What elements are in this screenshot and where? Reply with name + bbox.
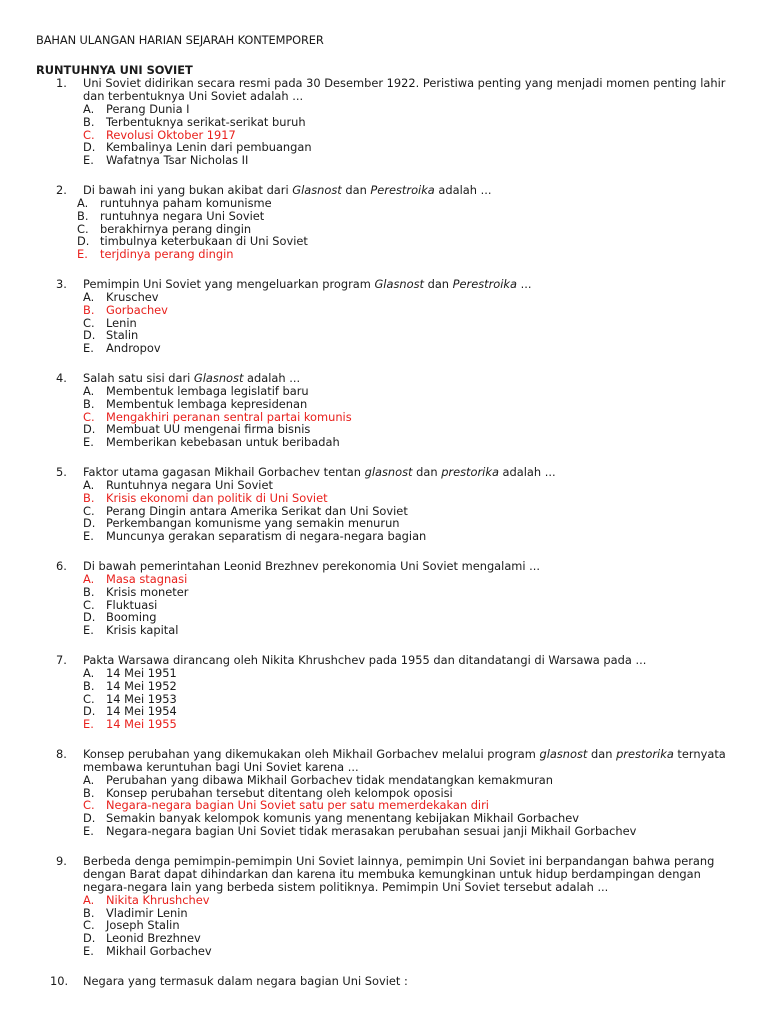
question-number: 2. [56,182,67,197]
question-number: 1. [56,76,67,90]
italic-term: Perestroika [452,276,518,291]
italic-term: Glasnost [374,276,424,291]
option-item [83,680,732,693]
option-letter: C. [83,315,95,330]
option-text: Andropov [106,341,161,356]
option-letter: B. [83,302,95,317]
option-letter: B. [83,114,95,129]
option-text: Memberikan kebebasan untuk beribadah [106,435,340,450]
option-item [83,611,732,624]
option-text: Semakin banyak kelompok komunis yang menentang kebijakan Mikhail Gorbachev [106,811,580,826]
option-text: Membuat UU mengenai firma bisnis [106,422,311,437]
option-text: Runtuhnya negara Uni Soviet [106,477,273,492]
option-text: Wafatnya Tsar Nicholas II [106,153,249,168]
option-letter: E. [83,341,94,356]
italic-term: Perestroika [370,182,435,197]
option-text: Mengakhiri peranan sentral partai komunis [106,409,352,424]
option-list [83,894,732,958]
question-item [36,975,732,988]
option-item [83,825,732,838]
option-text: Krisis moneter [106,584,189,599]
option-text: Konsep perubahan tersebut ditentang oleh kelompok oposisi [106,785,453,800]
option-text: Booming [106,610,157,625]
option-letter: C. [83,597,95,612]
italic-term: glasnost [539,746,588,761]
question-text: Faktor utama gagasan Mikhail Gorbachev tentan glasnost dan prestorika adalah ... [83,464,556,479]
option-text: terjdinya perang dingin [100,247,234,262]
option-text: Negara-negara bagian Uni Soviet tidak merasakan perubahan sesuai janji Mikhail Gorbachev [106,824,637,839]
option-text: Stalin [106,328,139,343]
option-letter: E. [83,623,94,638]
option-item [83,329,732,342]
option-item [83,317,732,330]
italic-term: glasnost [364,464,413,479]
option-letter: B. [77,208,89,223]
option-text: Kruschev [106,289,159,304]
option-letter: E. [83,824,94,839]
question-item [36,466,732,543]
option-item-correct [83,718,732,731]
option-letter: D. [83,610,96,625]
option-item [83,599,732,612]
option-letter: A. [83,665,95,680]
question-number: 4. [56,370,67,385]
option-letter: B. [83,584,95,599]
option-letter: E. [83,717,94,732]
option-item-correct [77,248,732,261]
option-list [83,291,732,355]
option-list [83,667,732,731]
option-text: Gorbachev [106,302,168,317]
question-item [36,654,732,731]
option-letter: A. [83,102,95,116]
option-item [83,436,732,449]
question-text: Berbeda denga pemimpin-pemimpin Uni Soviet lainnya, pemimpin Uni Soviet ini berpandangan bahwa perang dengan Barat dapat dihindarkan dan karena itu membuka kemungkinan untuk hidup berdampingan dengan negara-negara lain yang berbeda sistem politiknya. Pemimpin Uni Soviet tersebut adalah ... [83,853,715,894]
option-text: timbulnya keterbukaan di Uni Soviet [100,234,308,249]
question-number: 6. [56,558,67,573]
italic-term: prestorika [441,464,499,479]
option-letter: A. [83,477,95,492]
option-text: Negara-negara bagian Uni Soviet satu per satu memerdekakan diri [106,798,489,813]
option-letter: C. [83,503,95,518]
italic-term: prestorika [616,746,674,761]
option-list [83,385,732,449]
option-text: Revolusi Oktober 1917 [106,127,236,142]
option-text: Vladimir Lenin [106,905,188,920]
option-letter: C. [83,127,95,142]
option-text: Terbentuknya serikat-serikat buruh [106,114,306,129]
option-list [83,573,732,637]
option-letter: E. [83,529,94,544]
option-letter: E. [83,153,94,168]
question-text: Pakta Warsawa dirancang oleh Nikita Khrushchev pada 1955 dan ditandatangi di Warsawa pada ... [83,652,647,667]
option-text: Krisis kapital [106,623,179,638]
question-text: Negara yang termasuk dalam negara bagian Uni Soviet : [83,973,408,988]
option-letter: A. [77,195,89,210]
option-text: Fluktuasi [106,597,158,612]
option-letter: D. [83,140,96,155]
option-text: Membentuk lembaga kepresidenan [106,396,308,411]
option-list [83,103,732,167]
option-letter: B. [83,678,95,693]
option-item [83,667,732,680]
option-letter: E. [83,435,94,450]
question-number: 7. [56,652,67,667]
italic-term: Glasnost [292,182,342,197]
option-letter: D. [83,811,96,826]
option-letter: D. [83,931,96,946]
option-text: Muncunya gerakan separatism di negara-negara bagian [106,529,427,544]
option-letter: A. [83,289,95,304]
option-letter: A. [83,772,95,787]
option-letter: C. [83,798,95,813]
option-text: Masa stagnasi [106,571,188,586]
option-text: runtuhnya negara Uni Soviet [100,208,265,223]
question-item [36,77,732,167]
option-text: 14 Mei 1954 [106,704,177,719]
question-item [36,184,732,261]
option-item [83,291,732,304]
question-item [36,748,732,838]
option-letter: C. [83,918,95,933]
option-item [83,705,732,718]
option-item [83,530,732,543]
document-header: BAHAN ULANGAN HARIAN SEJARAH KONTEMPORER [36,33,324,47]
option-item [83,907,732,920]
option-text: Kembalinya Lenin dari pembuangan [106,140,312,155]
option-letter: A. [83,571,95,586]
italic-term: Glasnost [193,370,244,385]
question-number: 8. [56,746,67,761]
option-item [83,693,732,706]
option-letter: C. [83,409,95,424]
question-item [36,372,732,449]
option-letter: D. [83,422,96,437]
option-letter: D. [83,328,96,343]
question-number: 9. [56,853,67,868]
option-text: 14 Mei 1951 [106,665,177,680]
option-letter: E. [77,247,88,262]
option-item [83,624,732,637]
option-list [77,197,732,261]
question-text: Konsep perubahan yang dikemukakan oleh Mikhail Gorbachev melalui program glasnost dan prestorika ternyata membawa keruntuhan bagi Uni Soviet karena ... [83,746,726,774]
section-title: RUNTUHNYA UNI SOVIET [36,63,193,77]
option-letter: D. [77,234,90,249]
option-letter: D. [83,704,96,719]
option-letter: B. [83,905,95,920]
question-text: Pemimpin Uni Soviet yang mengeluarkan program Glasnost dan Perestroika ... [83,276,532,291]
option-text: Leonid Brezhnev [106,931,201,946]
option-letter: D. [83,516,96,531]
option-item [83,945,732,958]
question-list [36,77,732,988]
question-text: Di bawah ini yang bukan akibat dari Glasnost dan Perestroika adalah ... [83,182,492,197]
option-text: Perang Dunia I [106,102,190,116]
option-text: Perang Dingin antara Amerika Serikat dan Uni Soviet [106,503,408,518]
question-text: Uni Soviet didirikan secara resmi pada 30 Desember 1922. Peristiwa penting yang menjadi momen penting lahir dan terbentuknya Uni Soviet adalah ... [83,76,726,103]
option-text: Perubahan yang dibawa Mikhail Gorbachev tidak mendatangkan kemakmuran [106,772,553,787]
option-text: 14 Mei 1953 [106,691,177,706]
option-letter: E. [83,944,94,959]
question-number: 10. [50,973,69,988]
option-list [83,774,732,838]
option-text: 14 Mei 1952 [106,678,177,693]
option-text: Joseph Stalin [106,918,180,933]
option-text: Mikhail Gorbachev [106,944,212,959]
option-item-correct [83,304,732,317]
option-letter: B. [83,490,95,505]
option-letter: B. [83,785,95,800]
option-text: 14 Mei 1955 [106,717,177,732]
option-text: Membentuk lembaga legislatif baru [106,383,309,398]
option-text: runtuhnya paham komunisme [100,195,272,210]
question-item [36,560,732,637]
question-text: Salah satu sisi dari Glasnost adalah ... [83,370,301,385]
question-item [36,278,732,355]
option-letter: A. [83,383,95,398]
option-letter: C. [77,221,89,236]
question-number: 3. [56,276,67,291]
option-letter: C. [83,691,95,706]
option-list [83,479,732,543]
option-letter: B. [83,396,95,411]
option-text: Lenin [106,315,137,330]
option-text: berakhirnya perang dingin [100,221,252,236]
question-number: 5. [56,464,67,479]
question-item [36,855,732,958]
option-text: Nikita Khrushchev [106,892,210,907]
option-text: Krisis ekonomi dan politik di Uni Soviet [106,490,328,505]
option-item [83,154,732,167]
question-text: Di bawah pemerintahan Leonid Brezhnev perekonomia Uni Soviet mengalami ... [83,558,541,573]
option-text: Perkembangan komunisme yang semakin menurun [106,516,400,531]
option-item [83,342,732,355]
option-letter: A. [83,892,95,907]
option-item [83,586,732,599]
